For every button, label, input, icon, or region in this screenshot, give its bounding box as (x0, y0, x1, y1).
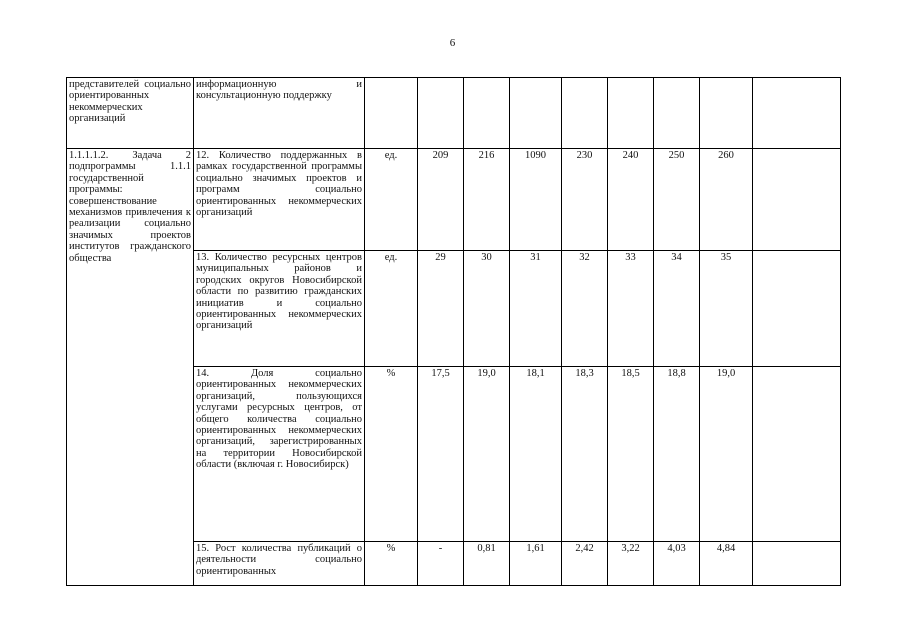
value-cell: 1090 (510, 149, 562, 251)
value-cell: 216 (464, 149, 510, 251)
task-cell: 1.1.1.1.2. Задача 2 подпрограммы 1.1.1 государственной программы: совершенствование механизмов привлечения к реализации социально значимых проектов институтов гражданского общества (67, 149, 194, 586)
value-cell: - (418, 542, 464, 586)
value-cell: 250 (654, 149, 700, 251)
value-cell: 33 (608, 251, 654, 367)
indicator-cell: 12. Количество поддержанных в рамках государственной программы социально значимых проектов и программ социально ориентированных некоммерческих организаций (194, 149, 365, 251)
value-cell: 19,0 (464, 367, 510, 542)
indicator-cell: информационную и консультационную поддержку (194, 78, 365, 149)
value-cell: 32 (562, 251, 608, 367)
task-cell: представителей социально ориентированных некоммерческих организаций (67, 78, 194, 149)
value-cell: 18,3 (562, 367, 608, 542)
value-cell: 2,42 (562, 542, 608, 586)
value-cell: 29 (418, 251, 464, 367)
value-cell: 4,03 (654, 542, 700, 586)
unit-cell: % (365, 367, 418, 542)
value-cell: 4,84 (700, 542, 753, 586)
value-cell: 18,5 (608, 367, 654, 542)
value-cell: 230 (562, 149, 608, 251)
table-row (67, 149, 841, 251)
unit-cell: ед. (365, 251, 418, 367)
value-cell: 18,8 (654, 367, 700, 542)
value-cell: 34 (654, 251, 700, 367)
value-cell: 260 (700, 149, 753, 251)
table-row (67, 78, 841, 149)
unit-cell: ед. (365, 149, 418, 251)
value-cell: 1,61 (510, 542, 562, 586)
indicator-cell: 14. Доля социально ориентированных некоммерческих организаций, пользующихся услугами ресурсных центров, от общего количества социально ориентированных некоммерческих организаций, зарегистрированных на территории Новосибирской области (включая г. Новосибирск) (194, 367, 365, 542)
value-cell: 35 (700, 251, 753, 367)
unit-cell: % (365, 542, 418, 586)
value-cell: 17,5 (418, 367, 464, 542)
value-cell: 0,81 (464, 542, 510, 586)
value-cell: 19,0 (700, 367, 753, 542)
indicator-cell: 13. Количество ресурсных центров муниципальных районов и городских округов Новосибирской области по развитию гражданских инициатив и социально ориентированных некоммерческих организаций (194, 251, 365, 367)
value-cell: 30 (464, 251, 510, 367)
value-cell: 209 (418, 149, 464, 251)
indicator-cell: 15. Рост количества публикаций о деятельности социально ориентированных (194, 542, 365, 586)
page-number: 6 (449, 37, 456, 49)
indicators-table (66, 77, 841, 586)
value-cell: 3,22 (608, 542, 654, 586)
value-cell: 240 (608, 149, 654, 251)
value-cell: 18,1 (510, 367, 562, 542)
value-cell: 31 (510, 251, 562, 367)
